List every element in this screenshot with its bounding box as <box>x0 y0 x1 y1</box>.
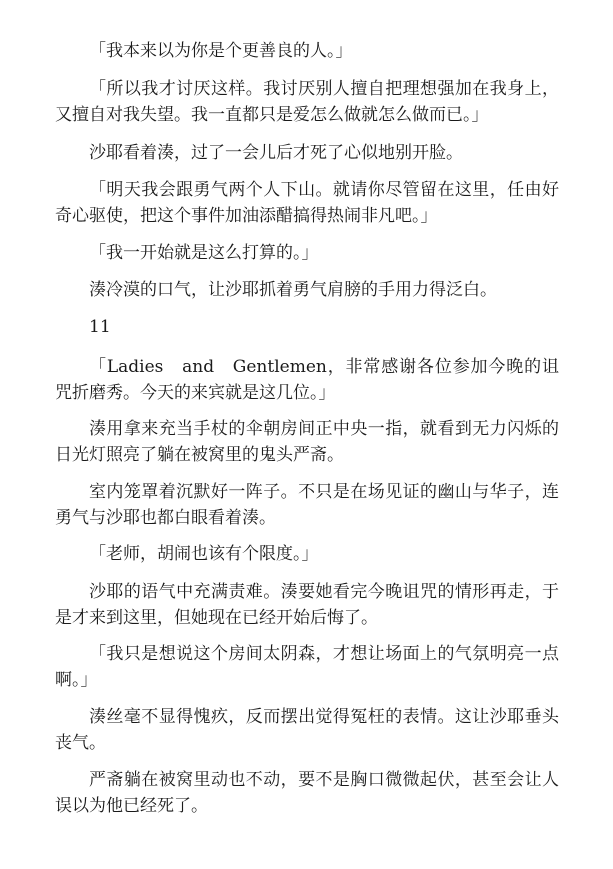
paragraph-6: 湊冷漠的口气，让沙耶抓着勇气肩膀的手用力得泛白。 <box>89 280 497 300</box>
paragraph-2: 「所以我才讨厌这样。我讨厌别人擅自把理想强加在我身上，又擅自对我失望。我一直都只是爱怎么做就怎么做而已。」 <box>55 79 559 125</box>
paragraph-1: 「我本来以为你是个更善良的人。」 <box>89 41 353 61</box>
paragraph-12: 「我只是想说这个房间太阴森，才想让场面上的气氛明亮一点啊。」 <box>55 644 559 690</box>
paragraph-14: 严斋躺在被窝里动也不动，要不是胸口微微起伏，甚至会让人误以为他已经死了。 <box>55 770 559 816</box>
paragraph-5: 「我一开始就是这么打算的。」 <box>89 243 319 263</box>
paragraph-9: 室内笼罩着沉默好一阵子。不只是在场见证的幽山与华子，连勇气与沙耶也都白眼看着湊。 <box>55 482 559 528</box>
paragraph-11: 沙耶的语气中充满责难。湊要她看完今晚诅咒的情形再走，于是才来到这里，但她现在已经开始后悔了。 <box>55 582 559 628</box>
paragraph-7: 「Ladies and Gentlemen，非常感谢各位参加今晚的诅咒折磨秀。今天的来宾就是这几位。」 <box>55 357 559 403</box>
paragraph-8: 湊用拿来充当手杖的伞朝房间正中央一指，就看到无力闪烁的日光灯照亮了躺在被窝里的鬼头严斋。 <box>55 419 559 465</box>
paragraph-13: 湊丝毫不显得愧疚，反而摆出觉得冤枉的表情。这让沙耶垂头丧气。 <box>55 707 559 753</box>
paragraph-3: 沙耶看着湊，过了一会儿后才死了心似地别开脸。 <box>89 143 463 163</box>
section-number: 11 <box>89 317 111 337</box>
paragraph-4: 「明天我会跟勇气两个人下山。就请你尽管留在这里，任由好奇心驱使，把这个事件加油添醋搞得热闹非凡吧。」 <box>55 180 559 226</box>
paragraph-10: 「老师，胡闹也该有个限度。」 <box>89 544 319 564</box>
